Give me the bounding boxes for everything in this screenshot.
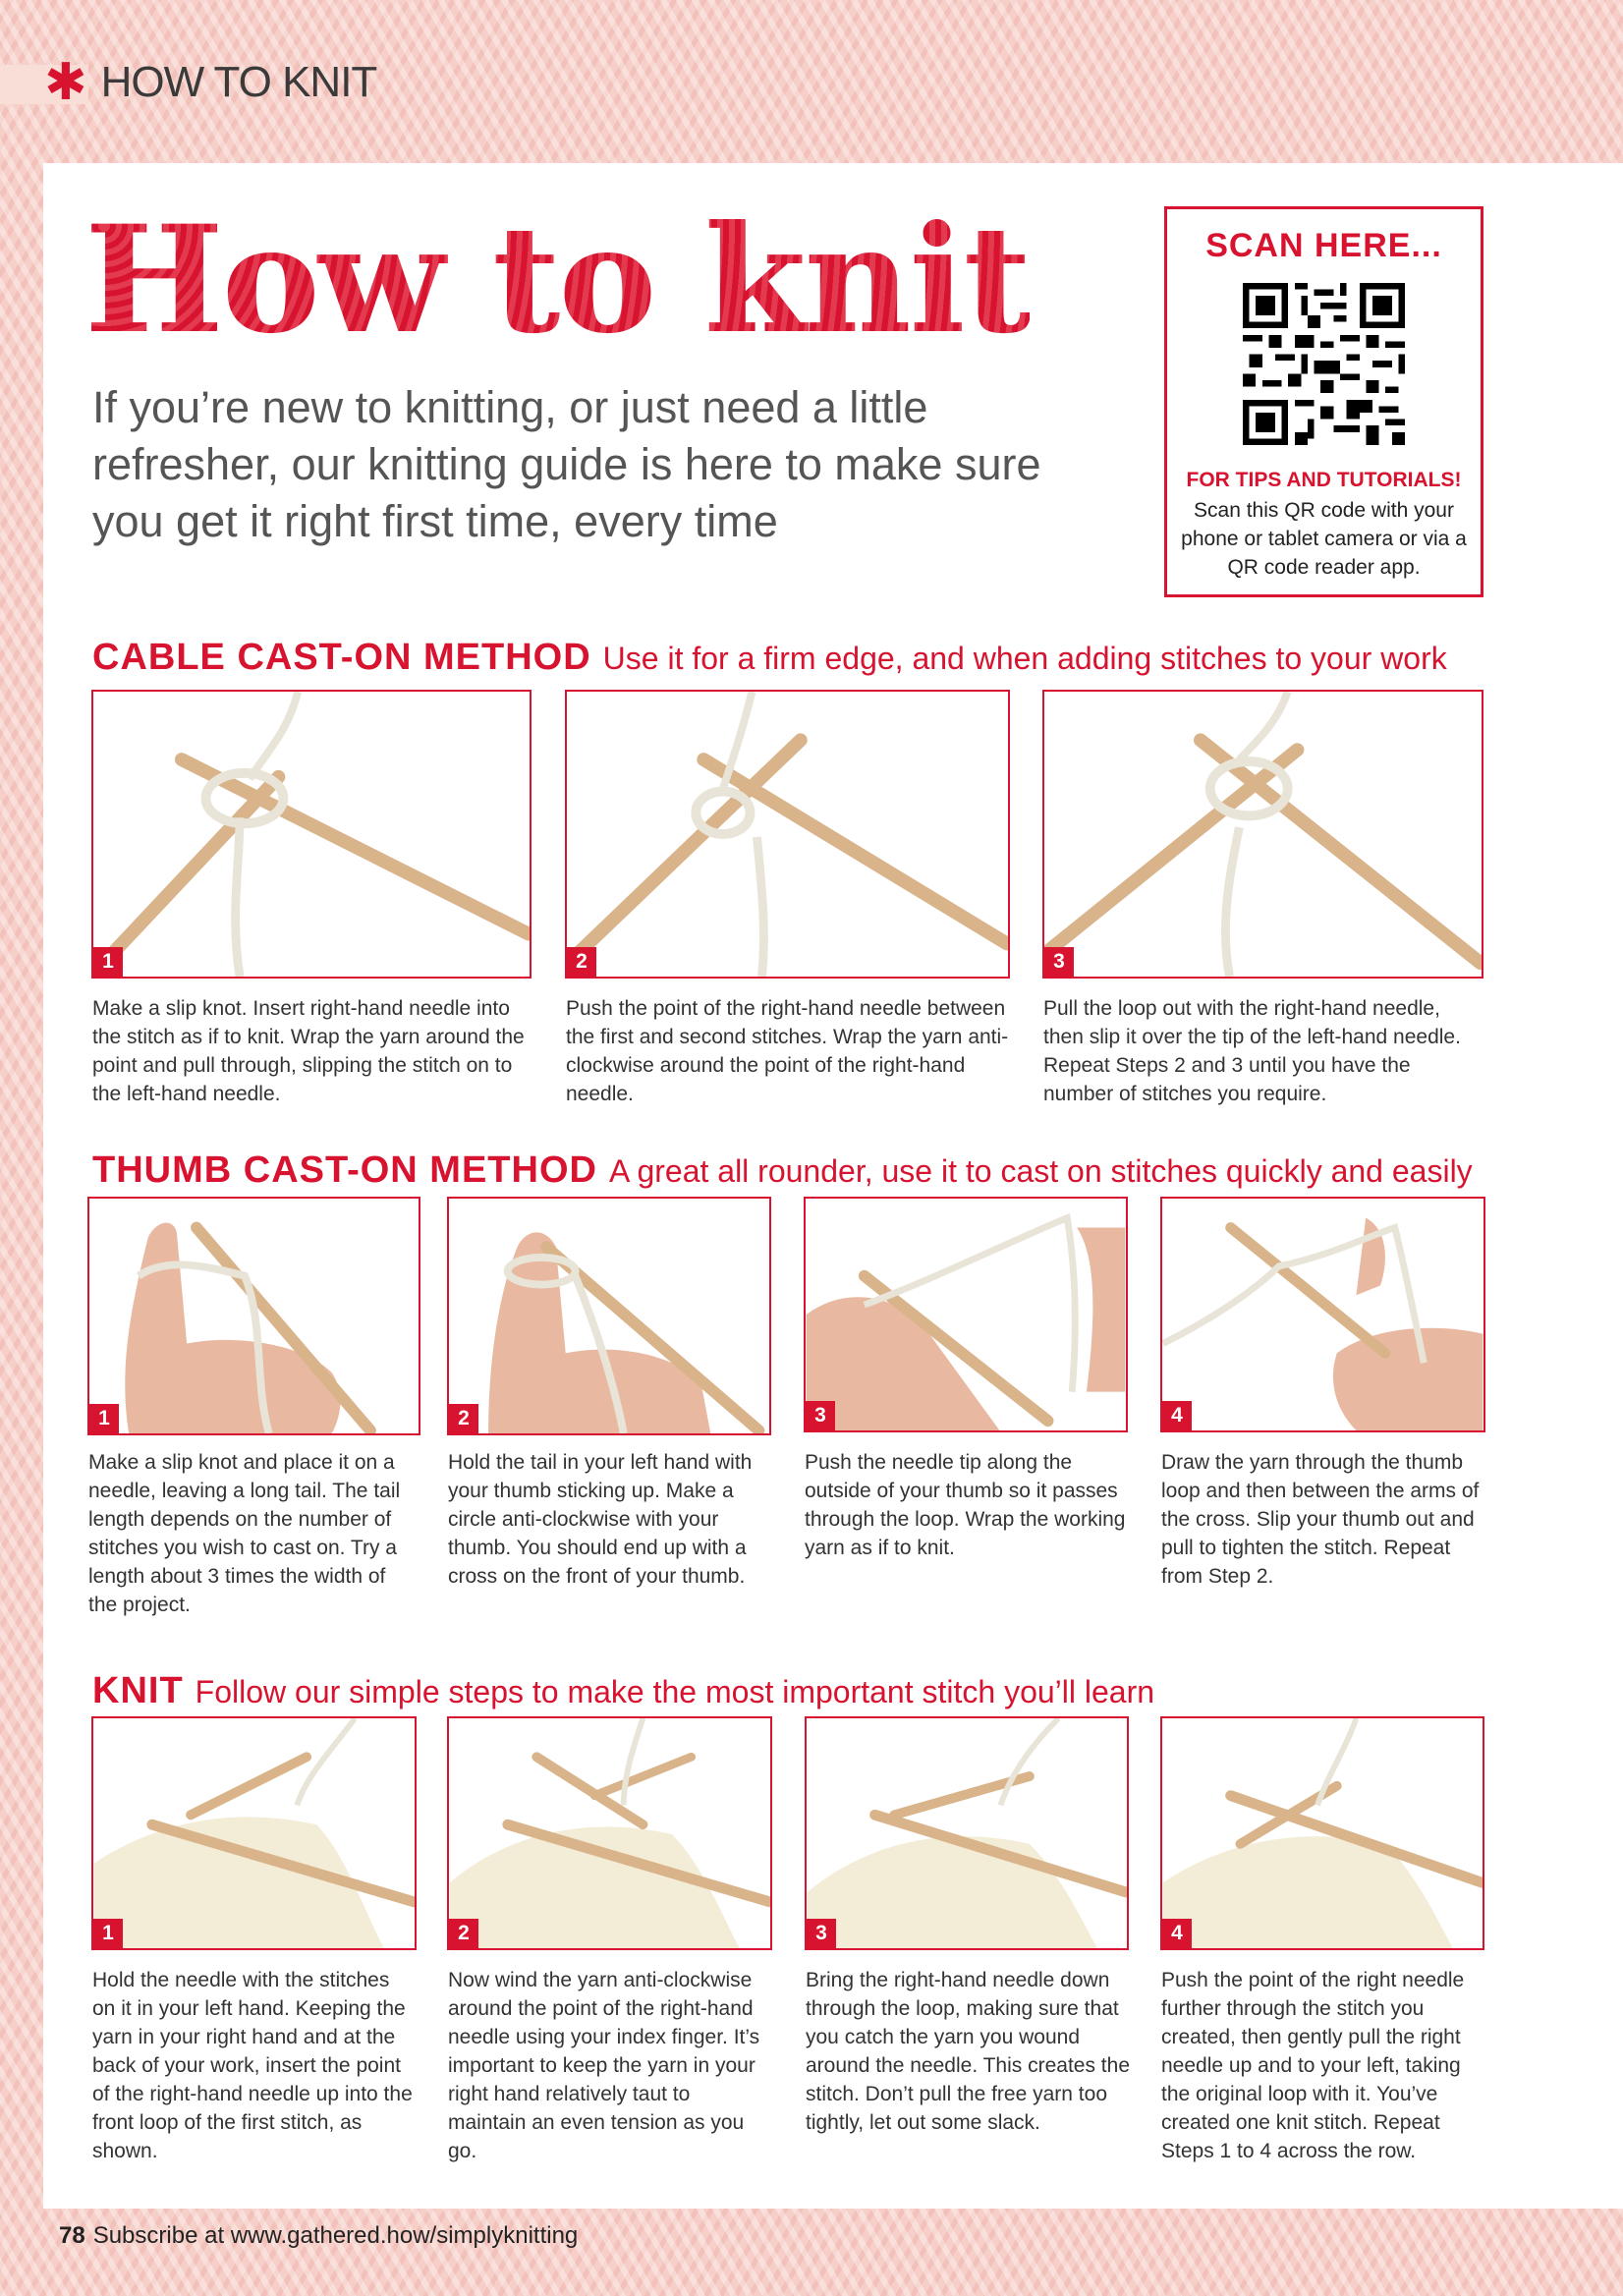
knit-step-1-text: Hold the needle with the stitches on it in your left hand. Keeping the yarn in your right hand and at the back of your work, insert the point of the right-hand needle up into the front loop of the first stitch, as shown. xyxy=(92,1969,413,2162)
qr-subtitle: FOR TIPS AND TUTORIALS! xyxy=(1186,469,1462,491)
thumb-section-name: THUMB CAST-ON METHOD xyxy=(92,1149,597,1191)
knit-step-3-text: Bring the right-hand needle down through the loop, making sure that you catch the yarn you wound around the needle. This creates the stitch. Don’t pull the free yarn too tightly, let out some slack. xyxy=(806,1969,1131,2134)
thumb-section-title xyxy=(92,1149,1473,1192)
step-number: 2 xyxy=(567,947,596,977)
needles-yarn-illustration xyxy=(93,692,530,977)
step-number: 2 xyxy=(449,1404,478,1433)
step-number: 3 xyxy=(806,1401,835,1430)
cable-step-3-text: Pull the loop out with the right-hand needle, then slip it over the tip of the left-hand needle. Repeat Steps 2 and 3 until you have the number of stitches you require. xyxy=(1043,997,1461,1105)
qr-code-icon[interactable] xyxy=(1243,283,1405,445)
knit-step-3-photo xyxy=(805,1716,1129,1950)
hand-needle-illustration xyxy=(1162,1199,1483,1430)
cable-section-title xyxy=(92,637,1447,679)
hand-needle-illustration xyxy=(449,1199,769,1433)
thumb-step-2-photo xyxy=(447,1197,771,1435)
thumb-step-1-photo xyxy=(87,1197,420,1435)
thumb-step-1-text: Make a slip knot and place it on a needle, leaving a long tail. The tail length depends on the number of stitches you wish to cast on. Try a length about 3 times the width of the project. xyxy=(88,1451,401,1616)
knit-step-1-photo xyxy=(91,1716,417,1950)
step-number: 1 xyxy=(93,1919,123,1948)
thumb-step-2-text: Hold the tail in your left hand with your thumb sticking up. Make a circle anti-clockwise with your thumb. You should end up with a cross on the front of your thumb. xyxy=(448,1451,753,1588)
footer-link[interactable]: Subscribe at www.gathered.how/simplyknitting xyxy=(92,2222,579,2249)
step-number: 1 xyxy=(93,947,123,977)
thumb-step-4-text: Draw the yarn through the thumb loop and then between the arms of the cross. Slip your thumb out and pull to tighten the stitch. Repeat from Step 2. xyxy=(1161,1451,1480,1588)
knit-step-4-photo xyxy=(1160,1716,1484,1950)
qr-box xyxy=(1164,206,1483,597)
thumb-step-4-photo xyxy=(1160,1197,1485,1432)
page-title: How to knit xyxy=(84,194,1030,366)
step-number: 1 xyxy=(89,1404,119,1433)
cable-step-1-photo xyxy=(91,690,532,979)
qr-instructions: Scan this QR code with your phone or tablet camera or via a QR code reader app. xyxy=(1181,499,1467,579)
knit-step-2-text: Now wind the yarn anti-clockwise around the point of the right-hand needle using your index finger. It’s important to keep the yarn in your right hand relatively taut to maintain an even tension as you go. xyxy=(448,1969,760,2162)
knit-section-desc: Follow our simple steps to make the most important stitch you’ll learn xyxy=(195,1674,1155,1709)
step-number: 4 xyxy=(1162,1919,1192,1948)
section-header-label: HOW TO KNIT xyxy=(100,58,377,106)
cable-step-3-photo xyxy=(1042,690,1483,979)
cable-step-2-text: Push the point of the right-hand needle between the first and second stitches. Wrap the yarn anti-clockwise around the point of the right-hand needle. xyxy=(566,997,1009,1105)
cable-section-name: CABLE CAST-ON METHOD xyxy=(92,637,591,678)
step-number: 4 xyxy=(1162,1401,1192,1430)
page-footer xyxy=(59,2222,578,2250)
knitted-fabric-illustration xyxy=(1162,1718,1483,1948)
step-number: 2 xyxy=(449,1919,478,1948)
cable-step-1-text: Make a slip knot. Insert right-hand needle into the stitch as if to knit. Wrap the yarn around the point and pull through, slipping the stitch on to the left-hand needle. xyxy=(92,997,525,1105)
knitted-fabric-illustration xyxy=(807,1718,1127,1948)
knit-section-title xyxy=(92,1670,1154,1712)
thumb-step-3-photo xyxy=(804,1197,1128,1432)
asterisk-icon: ✱ xyxy=(44,53,87,112)
cable-step-2-photo xyxy=(565,690,1010,979)
step-number: 3 xyxy=(807,1919,836,1948)
cable-section-desc: Use it for a firm edge, and when adding stitches to your work xyxy=(602,641,1447,676)
needles-yarn-illustration xyxy=(1044,692,1482,977)
knit-step-4-text: Push the point of the right needle further through the stitch you created, then gently pull the right needle up and to your left, taking the original loop with it. You’ve created one knit stitch. Repeat Steps 1 to 4 across the row. xyxy=(1161,1969,1465,2162)
thumb-section-desc: A great all rounder, use it to cast on stitches quickly and easily xyxy=(608,1153,1473,1189)
step-number: 3 xyxy=(1044,947,1074,977)
knit-step-2-photo xyxy=(447,1716,772,1950)
hand-needle-illustration xyxy=(89,1199,419,1433)
hand-needle-illustration xyxy=(806,1199,1126,1430)
section-header xyxy=(44,53,377,112)
intro-text: If you’re new to knitting, or just need a little refresher, our knitting guide is here to make sure you get it right first time, every time xyxy=(92,382,1041,546)
knit-section-name: KNIT xyxy=(92,1670,184,1711)
thumb-step-3-text: Push the needle tip along the outside of your thumb so it passes through the loop. Wrap the working yarn as if to knit. xyxy=(805,1451,1126,1559)
page-number: 78 xyxy=(59,2222,85,2249)
qr-title: SCAN HERE... xyxy=(1205,227,1442,264)
knitted-fabric-illustration xyxy=(449,1718,770,1948)
knitted-fabric-illustration xyxy=(93,1718,415,1948)
needles-yarn-illustration xyxy=(567,692,1008,977)
